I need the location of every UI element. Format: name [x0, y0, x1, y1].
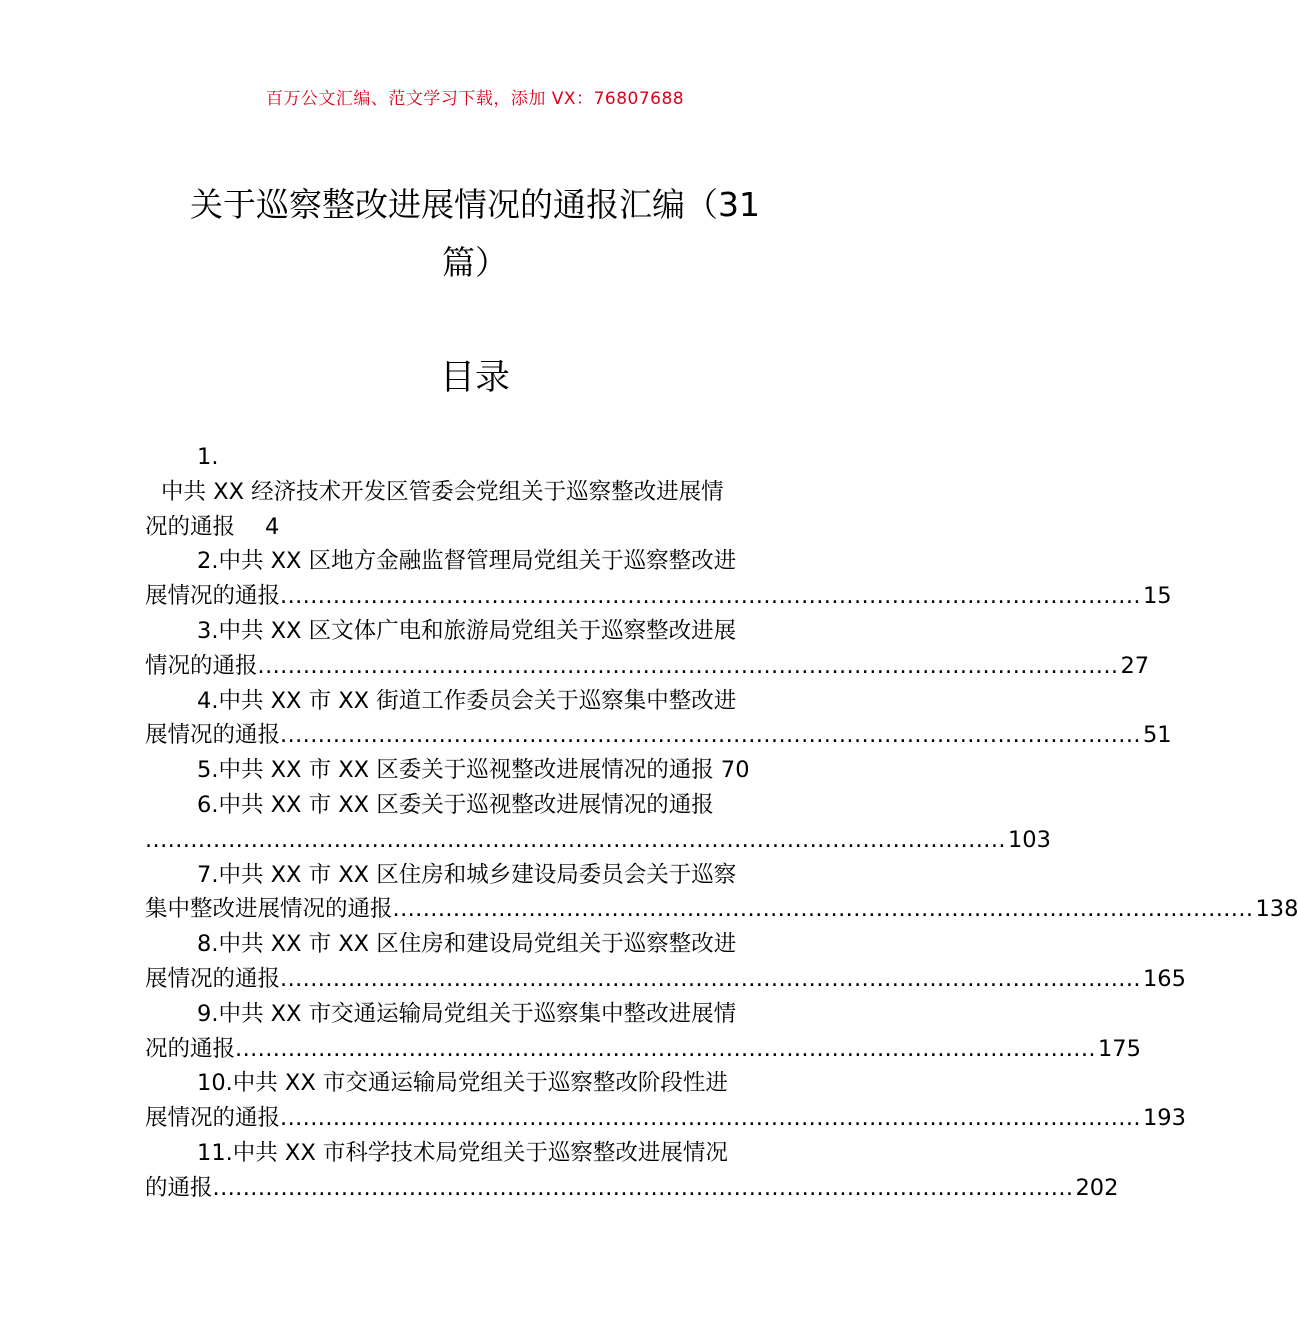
toc-entry-title: 6.中共 XX 市 XX 区委关于巡视整改进展情况的通报: [197, 791, 714, 818]
toc-entry-page: 202: [1075, 1174, 1119, 1201]
title-line-1: 关于巡察整改进展情况的通报汇编（31: [190, 185, 760, 224]
dot-leader: ..................................................................................................................: [280, 583, 1141, 610]
toc-entry-1[interactable]: [145, 440, 805, 544]
toc-entry-title-cont: 情况的通报: [145, 652, 258, 679]
toc-entry-leader-row: [145, 1032, 1141, 1067]
toc-entry-2[interactable]: [145, 544, 1172, 614]
toc-entry-7[interactable]: [145, 858, 1298, 928]
toc-entry-4[interactable]: [145, 684, 1172, 754]
toc-entry-leader-row: [145, 649, 1150, 684]
toc-entry-title-cont: 的通报: [145, 1174, 213, 1201]
toc-entry-8[interactable]: [145, 927, 1186, 997]
toc-entry-title: 11.中共 XX 市科学技术局党组关于巡察整改进展情况: [197, 1139, 728, 1166]
dot-leader: ..................................................................................................................: [235, 1035, 1096, 1062]
toc-entry-page: 15: [1142, 583, 1172, 610]
toc-entry-11[interactable]: [145, 1136, 1119, 1206]
toc-entry-title: 10.中共 XX 市交通运输局党组关于巡察整改阶段性进: [197, 1070, 728, 1097]
toc-entry-title-cont: 展情况的通报: [145, 583, 281, 610]
toc-entry-page: 193: [1142, 1105, 1186, 1132]
dot-leader: ..................................................................................................................: [212, 1174, 1074, 1201]
toc-entry-10[interactable]: [145, 1066, 1186, 1136]
toc-entry-title: 中共 XX 经济技术开发区管委会党组关于巡察整改进展情: [161, 478, 724, 505]
toc-entry-title: 5.中共 XX 市 XX 区委关于巡视整改进展情况的通报 70: [197, 757, 750, 784]
toc-entry-title: 4.中共 XX 市 XX 街道工作委员会关于巡察集中整改进: [197, 687, 737, 714]
toc-entry-leader-row: [145, 892, 1298, 927]
dot-leader: ..................................................................................................................: [280, 1105, 1141, 1132]
toc-entry-title: 3.中共 XX 区文体广电和旅游局党组关于巡察整改进展: [197, 617, 737, 644]
toc-entry-5[interactable]: [145, 753, 805, 788]
toc-heading: 目录: [439, 358, 510, 398]
toc-entry-title: 2.中共 XX 区地方金融监督管理局党组关于巡察整改进: [197, 548, 737, 575]
document-title: [140, 176, 810, 292]
toc-entry-3[interactable]: [145, 614, 1150, 684]
toc-entry-number: 1.: [197, 444, 219, 470]
toc-entry-leader-row: [145, 718, 1172, 753]
dot-leader: ..................................................................................................................: [392, 896, 1254, 923]
toc-entry-title-cont: 展情况的通报: [145, 1105, 281, 1132]
toc-entry-title: 9.中共 XX 市交通运输局党组关于巡察集中整改进展情: [197, 1000, 737, 1027]
toc-entry-9[interactable]: [145, 997, 1141, 1067]
toc-entry-title-cont: 展情况的通报: [145, 965, 281, 992]
toc-entry-title-cont: 况的通报: [145, 1035, 236, 1062]
toc-entry-title: 7.中共 XX 市 XX 区住房和城乡建设局委员会关于巡察: [197, 861, 737, 888]
title-line-2: 篇）: [442, 243, 508, 282]
dot-leader: ..................................................................................................................: [280, 965, 1141, 992]
toc-entry-page: 51: [1142, 722, 1172, 749]
toc-entry-page: 4: [265, 513, 280, 540]
toc-entry-page: 27: [1120, 652, 1150, 679]
toc-entry-page: 103: [1007, 826, 1051, 853]
dot-leader: ..................................................................................................................: [280, 722, 1141, 749]
toc-entry-leader-row: [145, 962, 1186, 997]
toc-entry-title-cont: 况的通报 4: [145, 513, 280, 540]
toc-entry-title: 8.中共 XX 市 XX 区住房和建设局党组关于巡察整改进: [197, 931, 737, 958]
toc-entry-leader-row: [145, 579, 1172, 614]
toc-entry-leader-row: [145, 823, 1051, 858]
toc-entry-leader-row: [145, 1101, 1186, 1136]
toc-entry-page: 175: [1097, 1035, 1141, 1062]
header-note: 百万公文汇编、范文学习下载，添加 VX：76807688: [265, 89, 685, 109]
toc-entry-page: 165: [1142, 965, 1186, 992]
toc-entry-6[interactable]: [145, 788, 1051, 858]
table-of-contents: [145, 440, 1298, 1206]
toc-entry-page: 138: [1255, 896, 1298, 923]
dot-leader: ..................................................................................................................: [145, 826, 1006, 853]
toc-entry-leader-row: [145, 1171, 1119, 1206]
toc-entry-title-cont: 展情况的通报: [145, 722, 281, 749]
dot-leader: ..................................................................................................................: [257, 652, 1119, 679]
toc-entry-title-cont: 集中整改进展情况的通报: [145, 896, 393, 923]
